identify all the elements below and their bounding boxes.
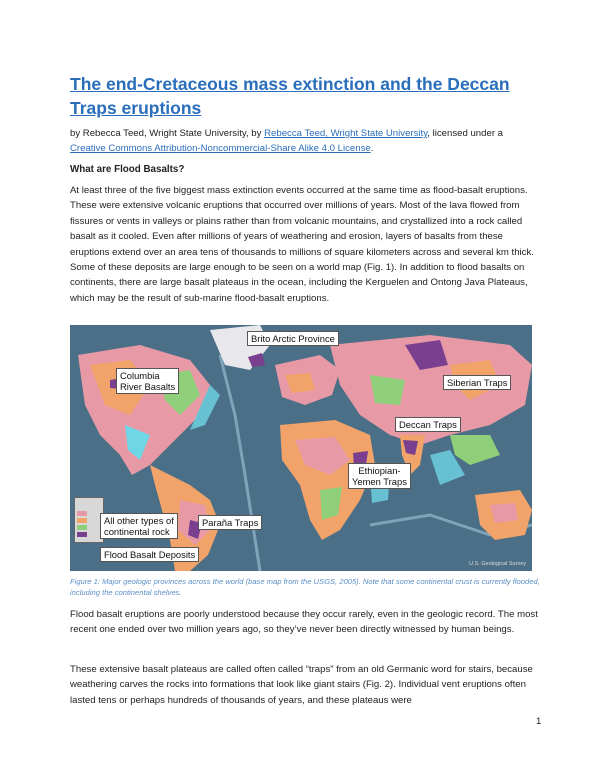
label-deccan-traps: Deccan Traps xyxy=(395,417,461,432)
license-link[interactable]: Creative Commons Attribution-Noncommercial-Share Alike 4.0 License xyxy=(70,143,371,154)
byline-suffix: . xyxy=(370,143,374,154)
label-columbia-line1: Columbia xyxy=(120,370,160,381)
paragraph-intro: At least three of the five biggest mass extinction events occurred at the same time as flood-basalt eruptions. These were extensive volcanic eruptions that occurred over millions of years. Most of the lava flowed from fissures or vents in valleys or plains rather than from volcanic mountains, and crystallized into a rock called basalt as it cooled. Even after millions of years of weathering and erosion, layers of basalts from these eruptions extend over an area tens of thousands to millions of square kilometers across and several km thick. Some of these deposits are large enough to be seen on a world map (Fig. 1). In addition to flood basalts on continents, there are large basalt plateaus in the ocean, including the Kerguelen and Ontong Java Plateaus, which may be the result of sub-marine flood-basalt eruptions. xyxy=(70,185,534,304)
figure-caption: Figure 1: Major geologic provinces across the world (base map from the USGS, 2005). Note that some continental crust is currently flooded, including the continental shelves. xyxy=(70,577,540,597)
label-siberian-traps: Siberian Traps xyxy=(443,375,511,390)
author-link[interactable]: Rebecca Teed, Wright State University xyxy=(264,128,428,139)
legend-other-line1: All other types of xyxy=(104,515,174,526)
legend-other-rock xyxy=(100,513,178,539)
document-title[interactable]: The end-Cretaceous mass extinction and the Deccan Traps eruptions xyxy=(70,74,510,118)
label-columbia-river xyxy=(116,368,179,394)
label-ethiopian-line2: Yemen Traps xyxy=(352,476,407,487)
byline-middle: , licensed under a xyxy=(427,128,504,139)
label-ethiopian-line1: Ethiopian- xyxy=(358,465,401,476)
legend-flood-basalt: Flood Basalt Deposits xyxy=(100,547,199,562)
usgs-mark: U.S. Geological Survey xyxy=(469,561,526,567)
byline-prefix: by Rebecca Teed, Wright State University, by xyxy=(70,128,265,139)
legend-other-line2: continental rock xyxy=(104,526,170,537)
world-map-figure xyxy=(70,325,532,571)
legend-swatch-orange xyxy=(77,518,87,523)
label-ethiopian-yemen xyxy=(348,463,411,489)
label-parana-traps: Paraña Traps xyxy=(198,515,262,530)
byline xyxy=(70,126,540,156)
label-brito-arctic: Brito Arctic Province xyxy=(247,331,339,346)
paragraph-traps: These extensive basalt plateaus are called often called “traps” from an old Germanic word for stairs, because weathering carves the rocks into formations that look like giant stairs (Fig. 2). Individual vent eruptions often lasted tens or perhaps hundreds of thousands of years, and these plateaus were xyxy=(70,664,533,706)
legend-swatch-pink xyxy=(77,511,87,516)
paragraph-poorly-understood: Flood basalt eruptions are poorly understood because they occur rarely, even in the geologic record. The most recent one ended over two million years ago, so they’ve never been directly witnessed by human beings. xyxy=(70,609,538,636)
legend-swatch-purple xyxy=(77,532,87,537)
section-heading: What are Flood Basalts? xyxy=(70,164,185,175)
legend-swatch-green xyxy=(77,525,87,530)
label-columbia-line2: River Basalts xyxy=(120,381,176,392)
page-number: 1 xyxy=(536,716,542,727)
